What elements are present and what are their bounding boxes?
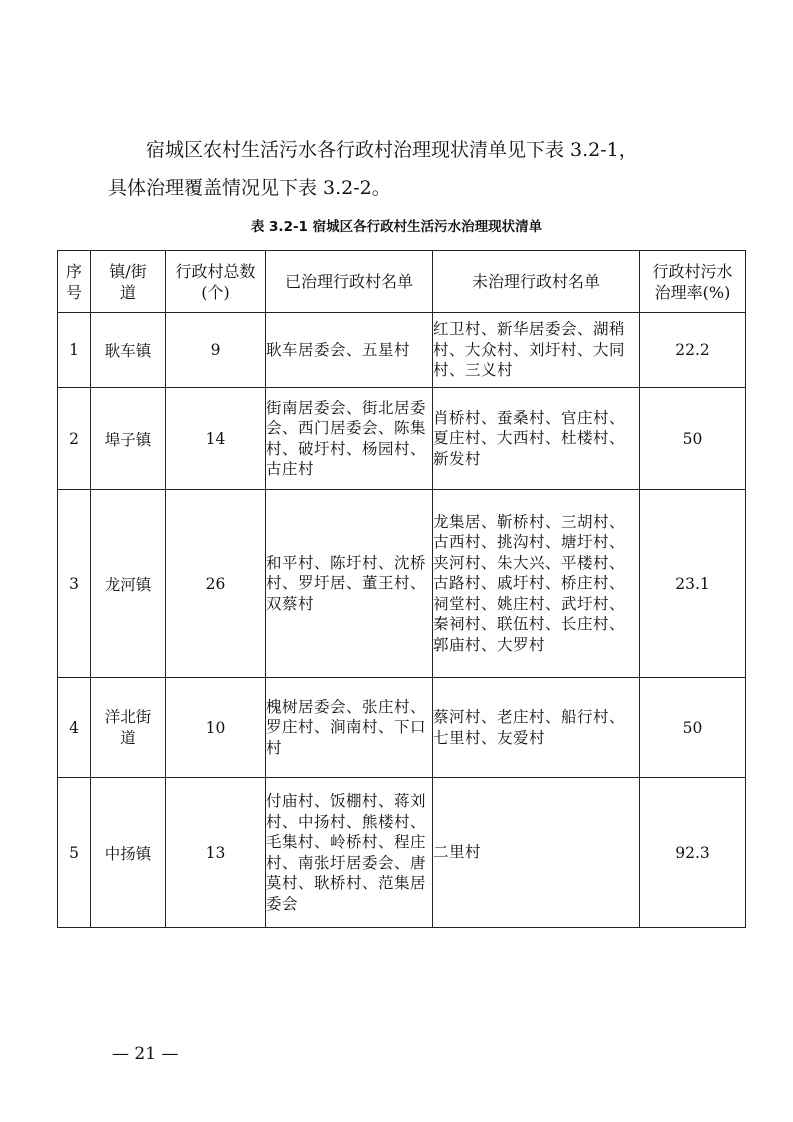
cell-seq: 2 — [58, 388, 91, 490]
cell-rate: 92.3 — [640, 778, 746, 928]
cell-rate: 50 — [640, 678, 746, 778]
cell-treated: 付庙村、饭棚村、蒋刘村、中扬村、熊楼村、毛集村、岭桥村、程庄村、南张圩居委会、唐莫村、耿桥村、范集居委会 — [266, 778, 433, 928]
cell-town: 龙河镇 — [91, 490, 166, 678]
cell-untreated: 龙集居、靳桥村、三胡村、古西村、挑沟村、塘圩村、夹河村、朱大兴、平楼村、古路村、戚圩村、桥庄村、祠堂村、姚庄村、武圩村、秦祠村、联伍村、长庄村、郭庙村、大罗村 — [433, 490, 640, 678]
table-row — [58, 490, 746, 678]
cell-seq: 4 — [58, 678, 91, 778]
cell-seq: 3 — [58, 490, 91, 678]
header-seq: 序号 — [58, 251, 91, 313]
cell-untreated: 二里村 — [433, 778, 640, 928]
cell-treated: 耿车居委会、五星村 — [266, 313, 433, 388]
cell-count: 9 — [166, 313, 266, 388]
cell-count: 26 — [166, 490, 266, 678]
page-number: — 21 — — [112, 1044, 179, 1064]
table-row — [58, 678, 746, 778]
header-treated: 已治理行政村名单 — [266, 251, 433, 313]
cell-town: 耿车镇 — [91, 313, 166, 388]
header-count: 行政村总数(个) — [166, 251, 266, 313]
cell-treated: 槐树居委会、张庄村、罗庄村、涧南村、下口村 — [266, 678, 433, 778]
cell-count: 14 — [166, 388, 266, 490]
cell-rate: 23.1 — [640, 490, 746, 678]
cell-count: 13 — [166, 778, 266, 928]
cell-untreated: 红卫村、新华居委会、湖稍村、大众村、刘圩村、大同村、三义村 — [433, 313, 640, 388]
cell-seq: 1 — [58, 313, 91, 388]
cell-rate: 22.2 — [640, 313, 746, 388]
cell-count: 10 — [166, 678, 266, 778]
cell-rate: 50 — [640, 388, 746, 490]
cell-treated: 和平村、陈圩村、沈桥村、罗圩居、董王村、双蔡村 — [266, 490, 433, 678]
table-header-row — [58, 251, 746, 313]
cell-town: 埠子镇 — [91, 388, 166, 490]
table-row — [58, 778, 746, 928]
header-rate: 行政村污水治理率(%) — [640, 251, 746, 313]
cell-seq: 5 — [58, 778, 91, 928]
cell-town: 中扬镇 — [91, 778, 166, 928]
table-row — [58, 313, 746, 388]
header-town: 镇/街道 — [91, 251, 166, 313]
cell-town: 洋北街道 — [91, 678, 166, 778]
village-sewage-table — [57, 250, 746, 928]
header-untreated: 未治理行政村名单 — [433, 251, 640, 313]
table-row — [58, 388, 746, 490]
cell-untreated: 肖桥村、蚕桑村、官庄村、夏庄村、大西村、杜楼村、新发村 — [433, 388, 640, 490]
cell-untreated: 蔡河村、老庄村、船行村、七里村、友爱村 — [433, 678, 640, 778]
intro-line-1: 宿城区农村生活污水各行政村治理现状清单见下表 3.2-1， — [146, 139, 638, 161]
cell-treated: 街南居委会、街北居委会、西门居委会、陈集村、破圩村、杨园村、古庄村 — [266, 388, 433, 490]
intro-line-2: 具体治理覆盖情况见下表 3.2-2。 — [108, 177, 391, 199]
table-caption: 表 3.2-1 宿城区各行政村生活污水治理现状清单 — [250, 219, 543, 235]
